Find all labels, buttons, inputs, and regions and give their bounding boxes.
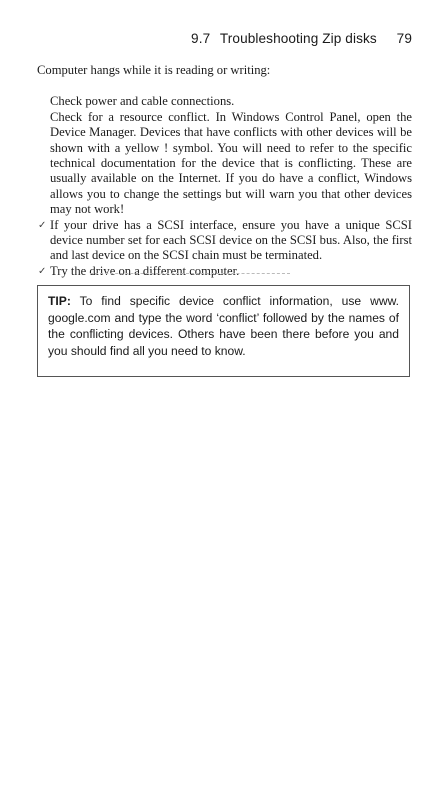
checklist-item-text: Check for a resource conflict. In Windows Control Panel, open the Device Manager. Devices that have conflicts with other devices will be shown with a yellow ! symbol. You will need to refer to the specific technical documentation for the device that is conflicting. These are usually available on the Internet. If you do have a conflict, Windows allows you to change the settings but will warn you that other devices may not work! — [50, 109, 412, 217]
checklist-item-text: Try the drive on a different computer. — [50, 263, 240, 278]
running-header — [191, 31, 412, 46]
tip-box — [37, 285, 410, 377]
tip-text: To find specific device conflict information, use www. google.com and type the word ‘conflict’ followed by the names of the conflicting devices. Others have been there before you and you should find all you need to know. — [48, 294, 399, 358]
checklist-item-text: If your drive has a SCSI interface, ensure you have a unique SCSI device number set for each SCSI device on the SCSI bus. Also, the first and last device on the SCSI chain must be terminated. — [50, 217, 412, 263]
checklist-item — [38, 217, 412, 264]
checklist-item — [50, 110, 412, 218]
section-title: Troubleshooting Zip disks — [219, 31, 377, 46]
divider — [90, 273, 290, 274]
checklist-item — [38, 263, 412, 279]
page-number: 79 — [396, 31, 412, 46]
check-mark-icon: ✓ — [38, 265, 47, 277]
body-text — [37, 63, 412, 279]
checklist-item-text: Check power and cable connections. — [50, 94, 235, 109]
intro-paragraph: Computer hangs while it is reading or writing: — [37, 63, 271, 77]
troubleshooting-checklist — [37, 94, 412, 279]
section-number: 9.7 — [191, 31, 211, 46]
checklist-item — [50, 94, 412, 109]
check-mark-icon: ✓ — [38, 219, 47, 231]
tip-label: TIP: — [48, 294, 71, 308]
